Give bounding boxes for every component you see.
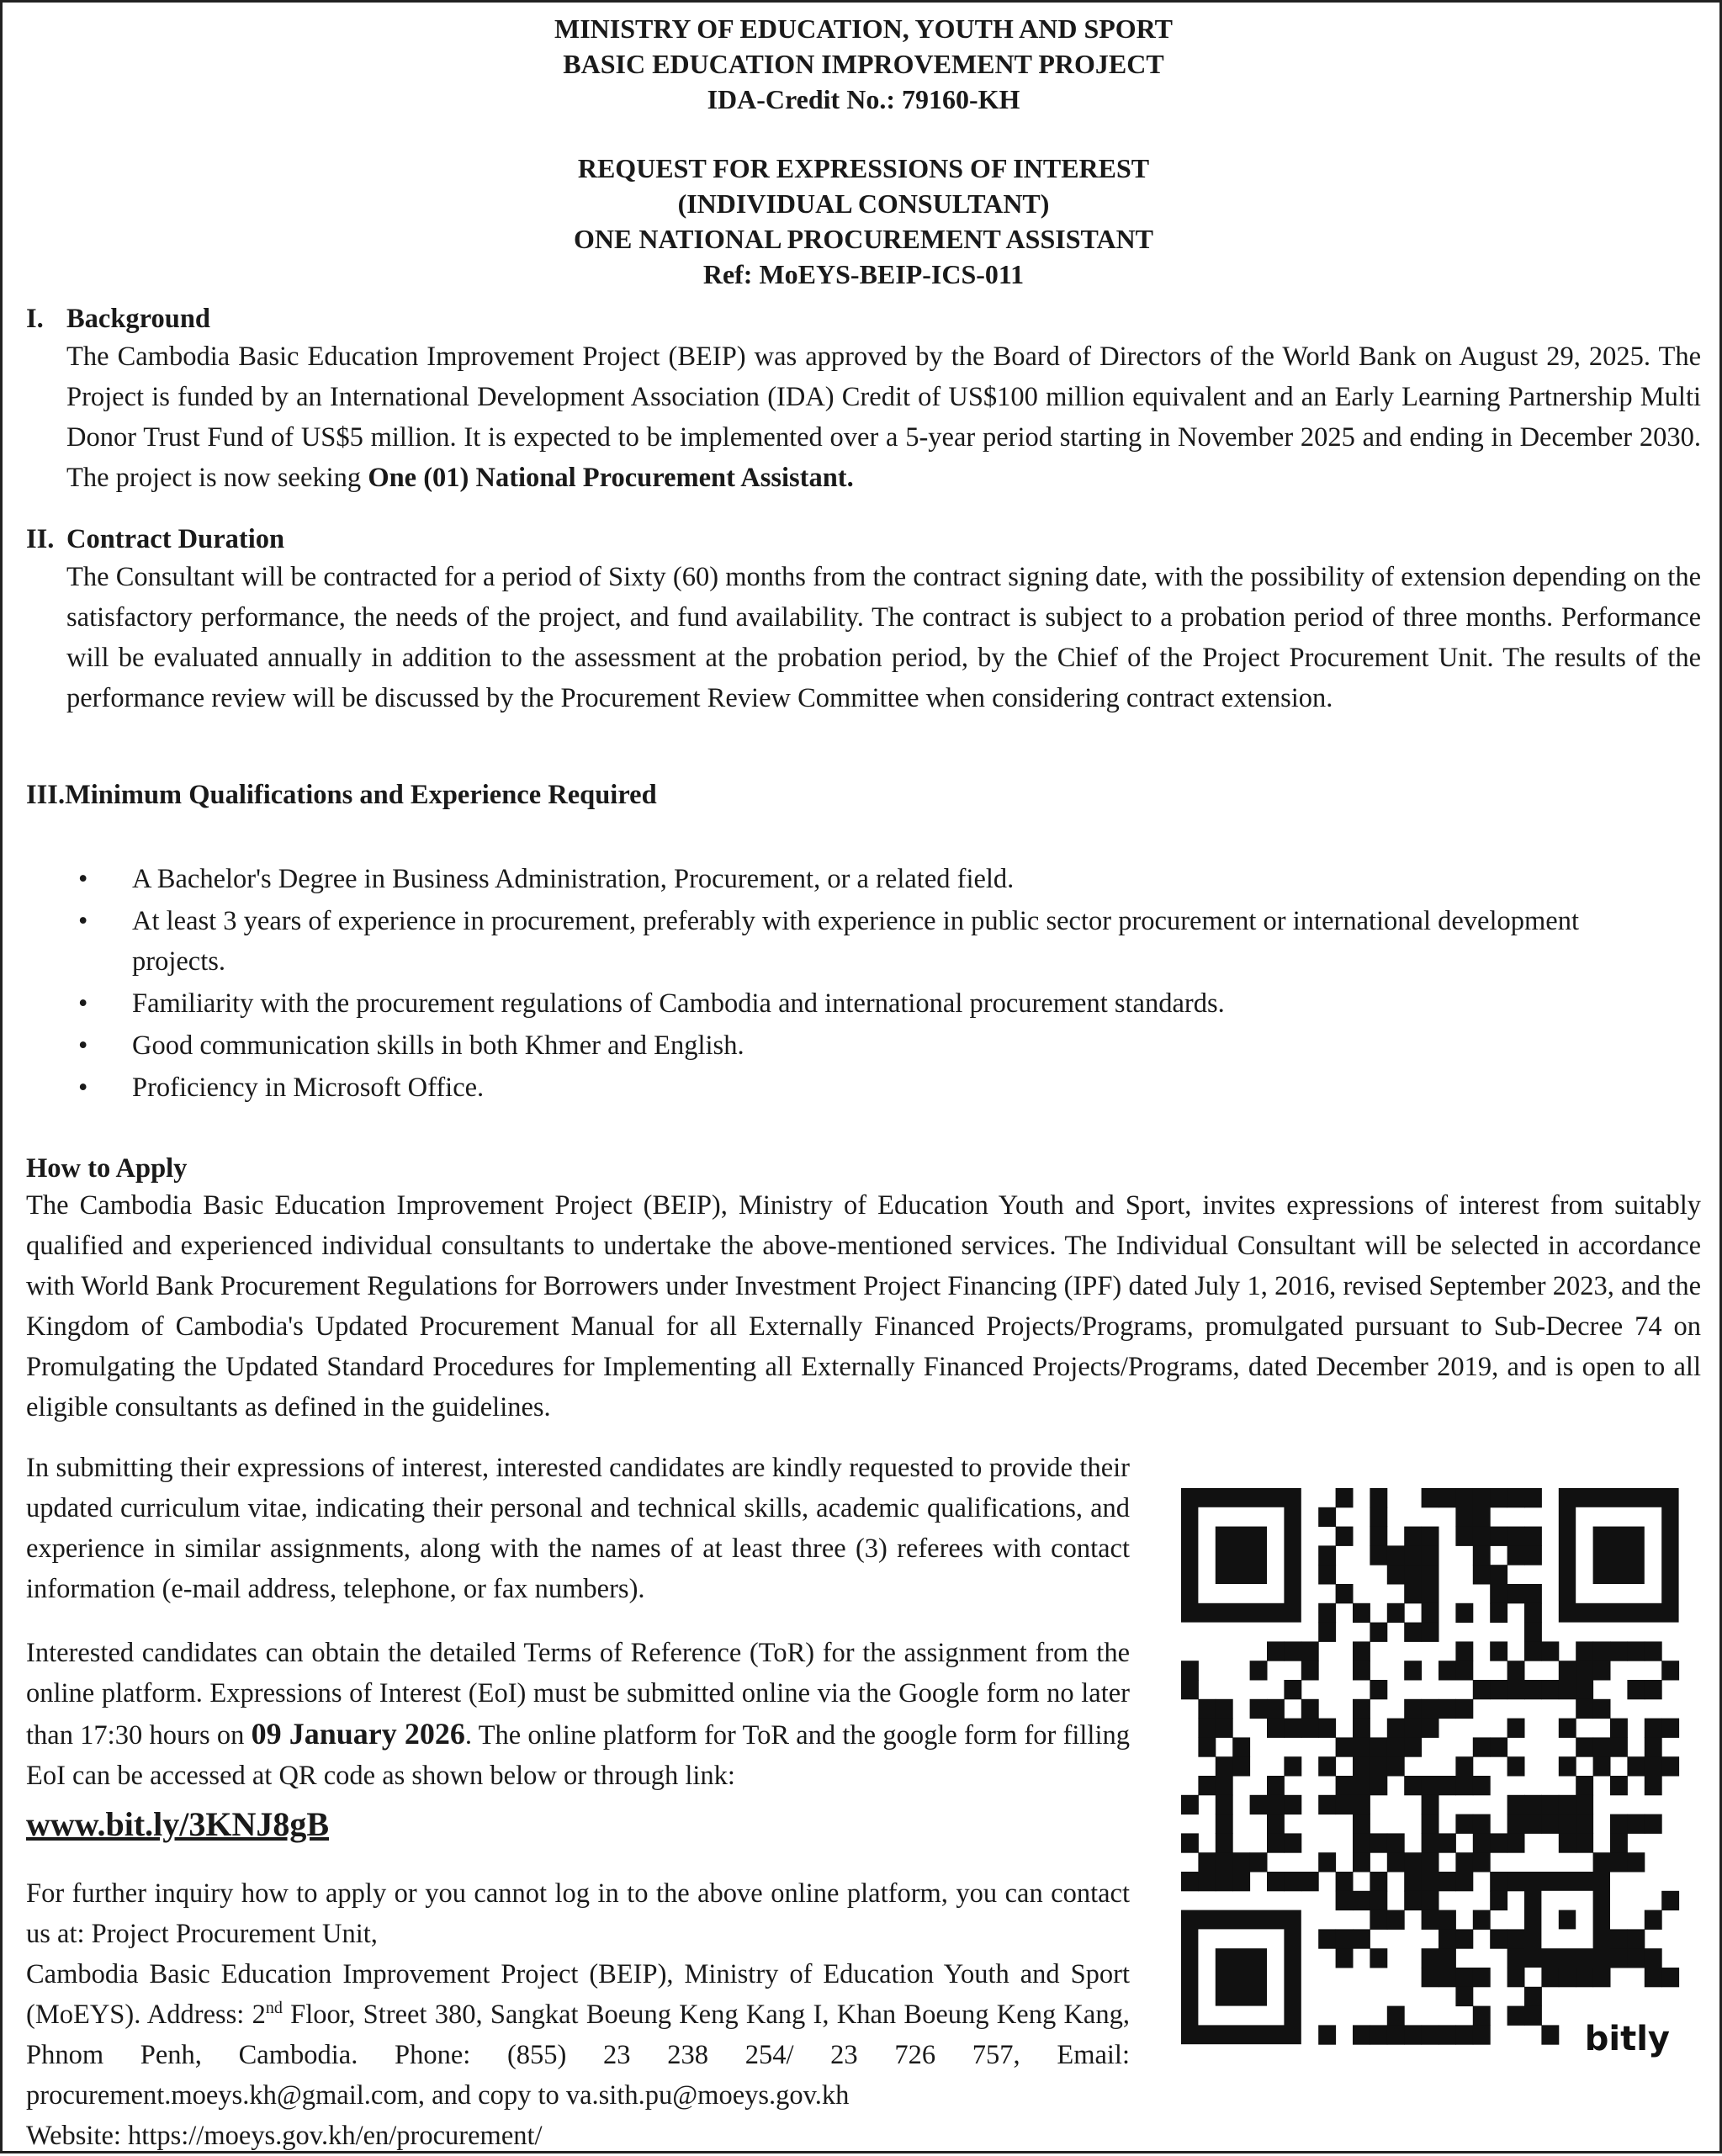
document-header [3, 11, 1722, 292]
list-item: • At least 3 years of experience in procurement, preferably with experience in public sector procurement or international development projects. [78, 906, 1579, 977]
section-contract-title: II. Contract Duration [26, 524, 285, 554]
request-title: REQUEST FOR EXPRESSIONS OF INTEREST [577, 153, 1150, 183]
list-item: • A Bachelor's Degree in Business Administration, Procurement, or a related field. [78, 864, 1015, 894]
ministry-name: MINISTRY OF EDUCATION, YOUTH AND SPORT [554, 13, 1173, 44]
consultant-type: (INDIVIDUAL CONSULTANT) [677, 188, 1050, 219]
qualifications-list [26, 859, 1582, 1110]
website-link[interactable]: Website: https://moeys.gov.kh/en/procurement/ [26, 2121, 543, 2151]
apply-paragraph-4: For further inquiry how to apply or you cannot log in to the above online platform, you can contact us at: Project Procurement Unit, Cambodia Basic Education Improvement Project (BEIP), Ministry of Education Youth and Sport (MoEYS). Address: 2nd Floor, Street 380, Sangkat Boeung Keng Kang I, Khan Boeung Keng Kang, Phnom Penh, Cambodia. Phone: (855) 23 238 254/ 23 726 757, Email: procurement.moeys.kh@gmail.com, and copy to va.sith.pu@moeys.gov.kh Website: https://moeys.gov.kh/en/procurement/ [26, 1878, 1130, 2151]
background-paragraph: The Cambodia Basic Education Improvement Project (BEIP) was approved by the Board of Directors of the World Bank on August 29, 2025. The Project is funded by an International Development Association (IDA) Credit of US$100 million equivalent and an Early Learning Partnership Multi Donor Trust Fund of US$5 million. It is expected to be implemented over a 5-year period starting in November 2025 and ending in December 2030. The project is now seeking One (01) National Procurement Assistant. [66, 342, 1701, 493]
apply-paragraph-3: Interested candidates can obtain the detailed Terms of Reference (ToR) for the assignment from the online platform. Expressions of Interest (EoI) must be submitted online via the Google form no later than 17:30 hours on 09 January 2026. The online platform for ToR and the google form for filling EoI can be accessed at QR code as shown below or through link: [26, 1638, 1130, 1791]
credit-number: IDA-Credit No.: 79160-KH [707, 84, 1020, 114]
qr-code[interactable] [1161, 1468, 1699, 2070]
position-title: ONE NATIONAL PROCUREMENT ASSISTANT [573, 224, 1154, 254]
list-item: • Good communication skills in both Khmer and English. [78, 1030, 744, 1061]
contract-paragraph: The Consultant will be contracted for a period of Sixty (60) months from the contract signing date, with the possibility of extension depending on the satisfactory performance, the needs of the project, and fund availability. The contract is subject to a probation period of three months. Performance will be evaluated annually in addition to the assessment at the probation period, by the Chief of the Project Procurement Unit. The results of the performance review will be discussed by the Procurement Review Committee when considering contract extension. [66, 562, 1701, 713]
section-qualifications-title: III.Minimum Qualifications and Experience Required [26, 780, 657, 810]
apply-paragraph-2: In submitting their expressions of interest, interested candidates are kindly requested to provide their updated curriculum vitae, indicating their personal and technical skills, academic qualifications, and experience in similar assignments, along with the names of at least three (3) referees with contact information (e-mail address, telephone, or fax numbers). [26, 1453, 1130, 1604]
list-item: • Proficiency in Microsoft Office. [78, 1073, 485, 1103]
reference-number: Ref: MoEYS-BEIP-ICS-011 [702, 259, 1025, 289]
list-item: • Familiarity with the procurement regulations of Cambodia and international procurement standards. [78, 988, 1225, 1019]
apply-paragraph-1: The Cambodia Basic Education Improvement Project (BEIP), Ministry of Education Youth and Sport, invites expressions of interest from suitably qualified and experienced individual consultants to undertake the above-mentioned services. The Individual Consultant will be selected in accordance with World Bank Procurement Regulations for Borrowers under Investment Project Financing (IPF) dated July 1, 2016, revised September 2023, and the Kingdom of Cambodia's Updated Procurement Manual for all Externally Financed Projects/Programs, promulgated pursuant to Sub-Decree 74 on Promulgating the Updated Standard Procedures for Implementing all Externally Financed Projects/Programs, dated December 2019, and is open to all eligible consultants as defined in the guidelines. [26, 1190, 1701, 1422]
deadline-date: 09 January 2026 [251, 1717, 465, 1751]
section-apply-title: How to Apply [26, 1153, 188, 1184]
project-name: BASIC EDUCATION IMPROVEMENT PROJECT [563, 49, 1164, 79]
bitly-logo: bitly [1584, 2020, 1670, 2058]
section-background-title: I. Background [26, 304, 210, 334]
position-highlight: One (01) National Procurement Assistant. [368, 463, 854, 493]
bitly-link[interactable]: www.bit.ly/3KNJ8gB [26, 1805, 330, 1843]
